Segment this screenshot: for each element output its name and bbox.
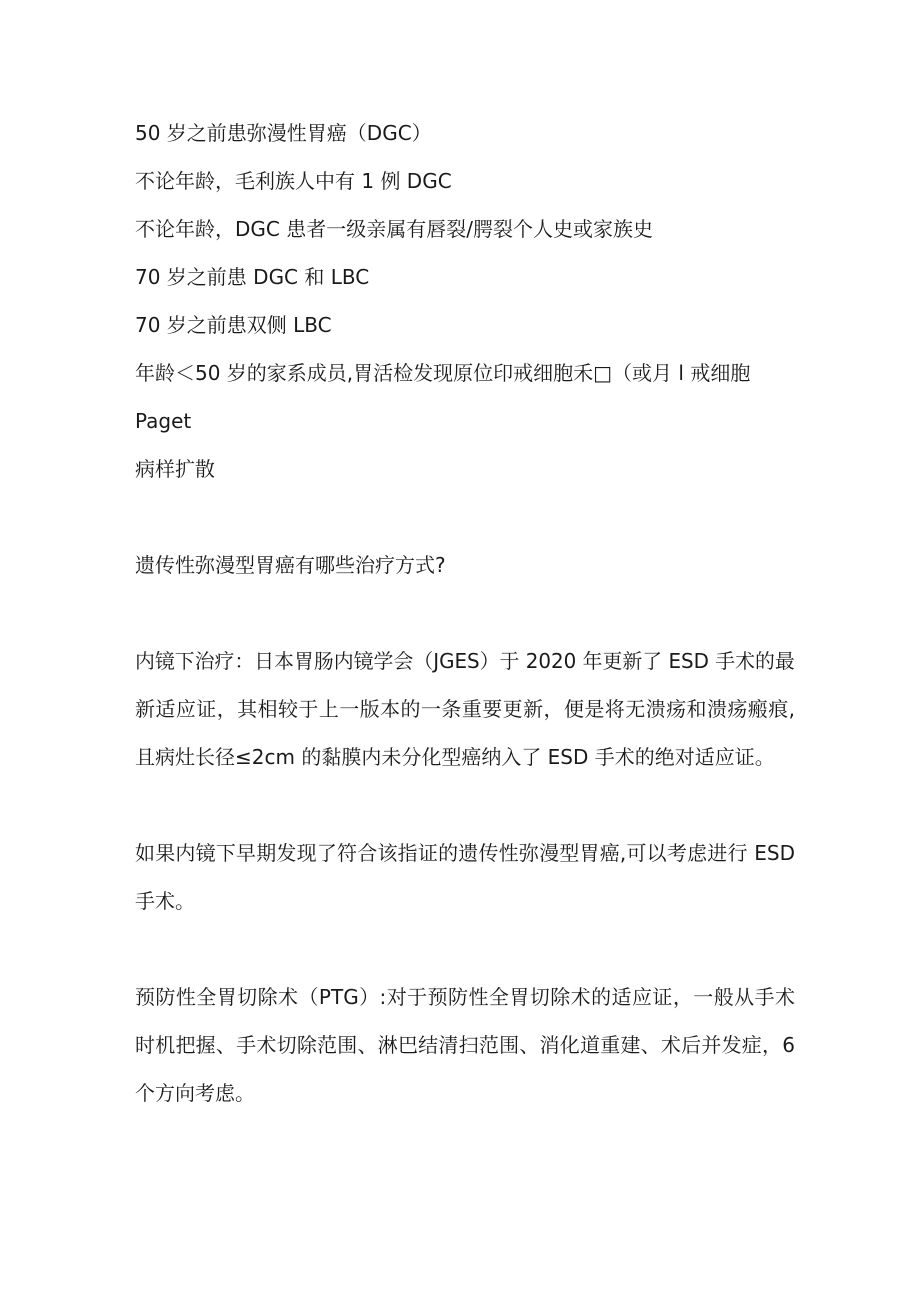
criteria-item: 不论年龄，DGC 患者一级亲属有唇裂/腭裂个人史或家族史 <box>135 217 653 241</box>
paragraph-ptg-line: 预防性全胃切除术（PTG）:对于预防性全胃切除术的适应证，一般从手术 <box>135 985 795 1009</box>
paragraph-esd-line: 手术。 <box>135 889 195 913</box>
paragraph-ptg-line: 个方向考虑。 <box>135 1081 255 1105</box>
paragraph-ptg-line: 时机把握、手术切除范围、淋巴结清扫范围、消化道重建、术后并发症，6 <box>135 1033 795 1057</box>
section-question: 遗传性弥漫型胃癌有哪些治疗方式? <box>135 553 446 577</box>
criteria-item: 病样扩散 <box>135 457 215 481</box>
criteria-item: 不论年龄，毛利族人中有 1 例 DGC <box>135 169 452 193</box>
criteria-item: 70 岁之前患 DGC 和 LBC <box>135 265 370 289</box>
criteria-item: Paget <box>135 409 192 433</box>
criteria-item: 70 岁之前患双侧 LBC <box>135 313 332 337</box>
criteria-item: 年龄＜50 岁的家系成员,胃活检发现原位印戒细胞禾□（或月 l 戒细胞 <box>135 361 751 385</box>
paragraph-endoscopic-line: 新适应证，其相较于上一版本的一条重要更新，便是将无溃疡和溃疡瘢痕, <box>135 697 795 721</box>
paragraph-esd-line: 如果内镜下早期发现了符合该指证的遗传性弥漫型胃癌,可以考虑进行 ESD <box>135 841 795 865</box>
paragraph-endoscopic-line: 内镜下治疗：日本胃肠内镜学会（JGES）于 2020 年更新了 ESD 手术的最 <box>135 649 795 673</box>
paragraph-endoscopic-line: 且病灶长径≤2cm 的黏膜内未分化型癌纳入了 ESD 手术的绝对适应证。 <box>135 745 775 769</box>
criteria-item: 50 岁之前患弥漫性胃癌（DGC） <box>135 121 432 145</box>
